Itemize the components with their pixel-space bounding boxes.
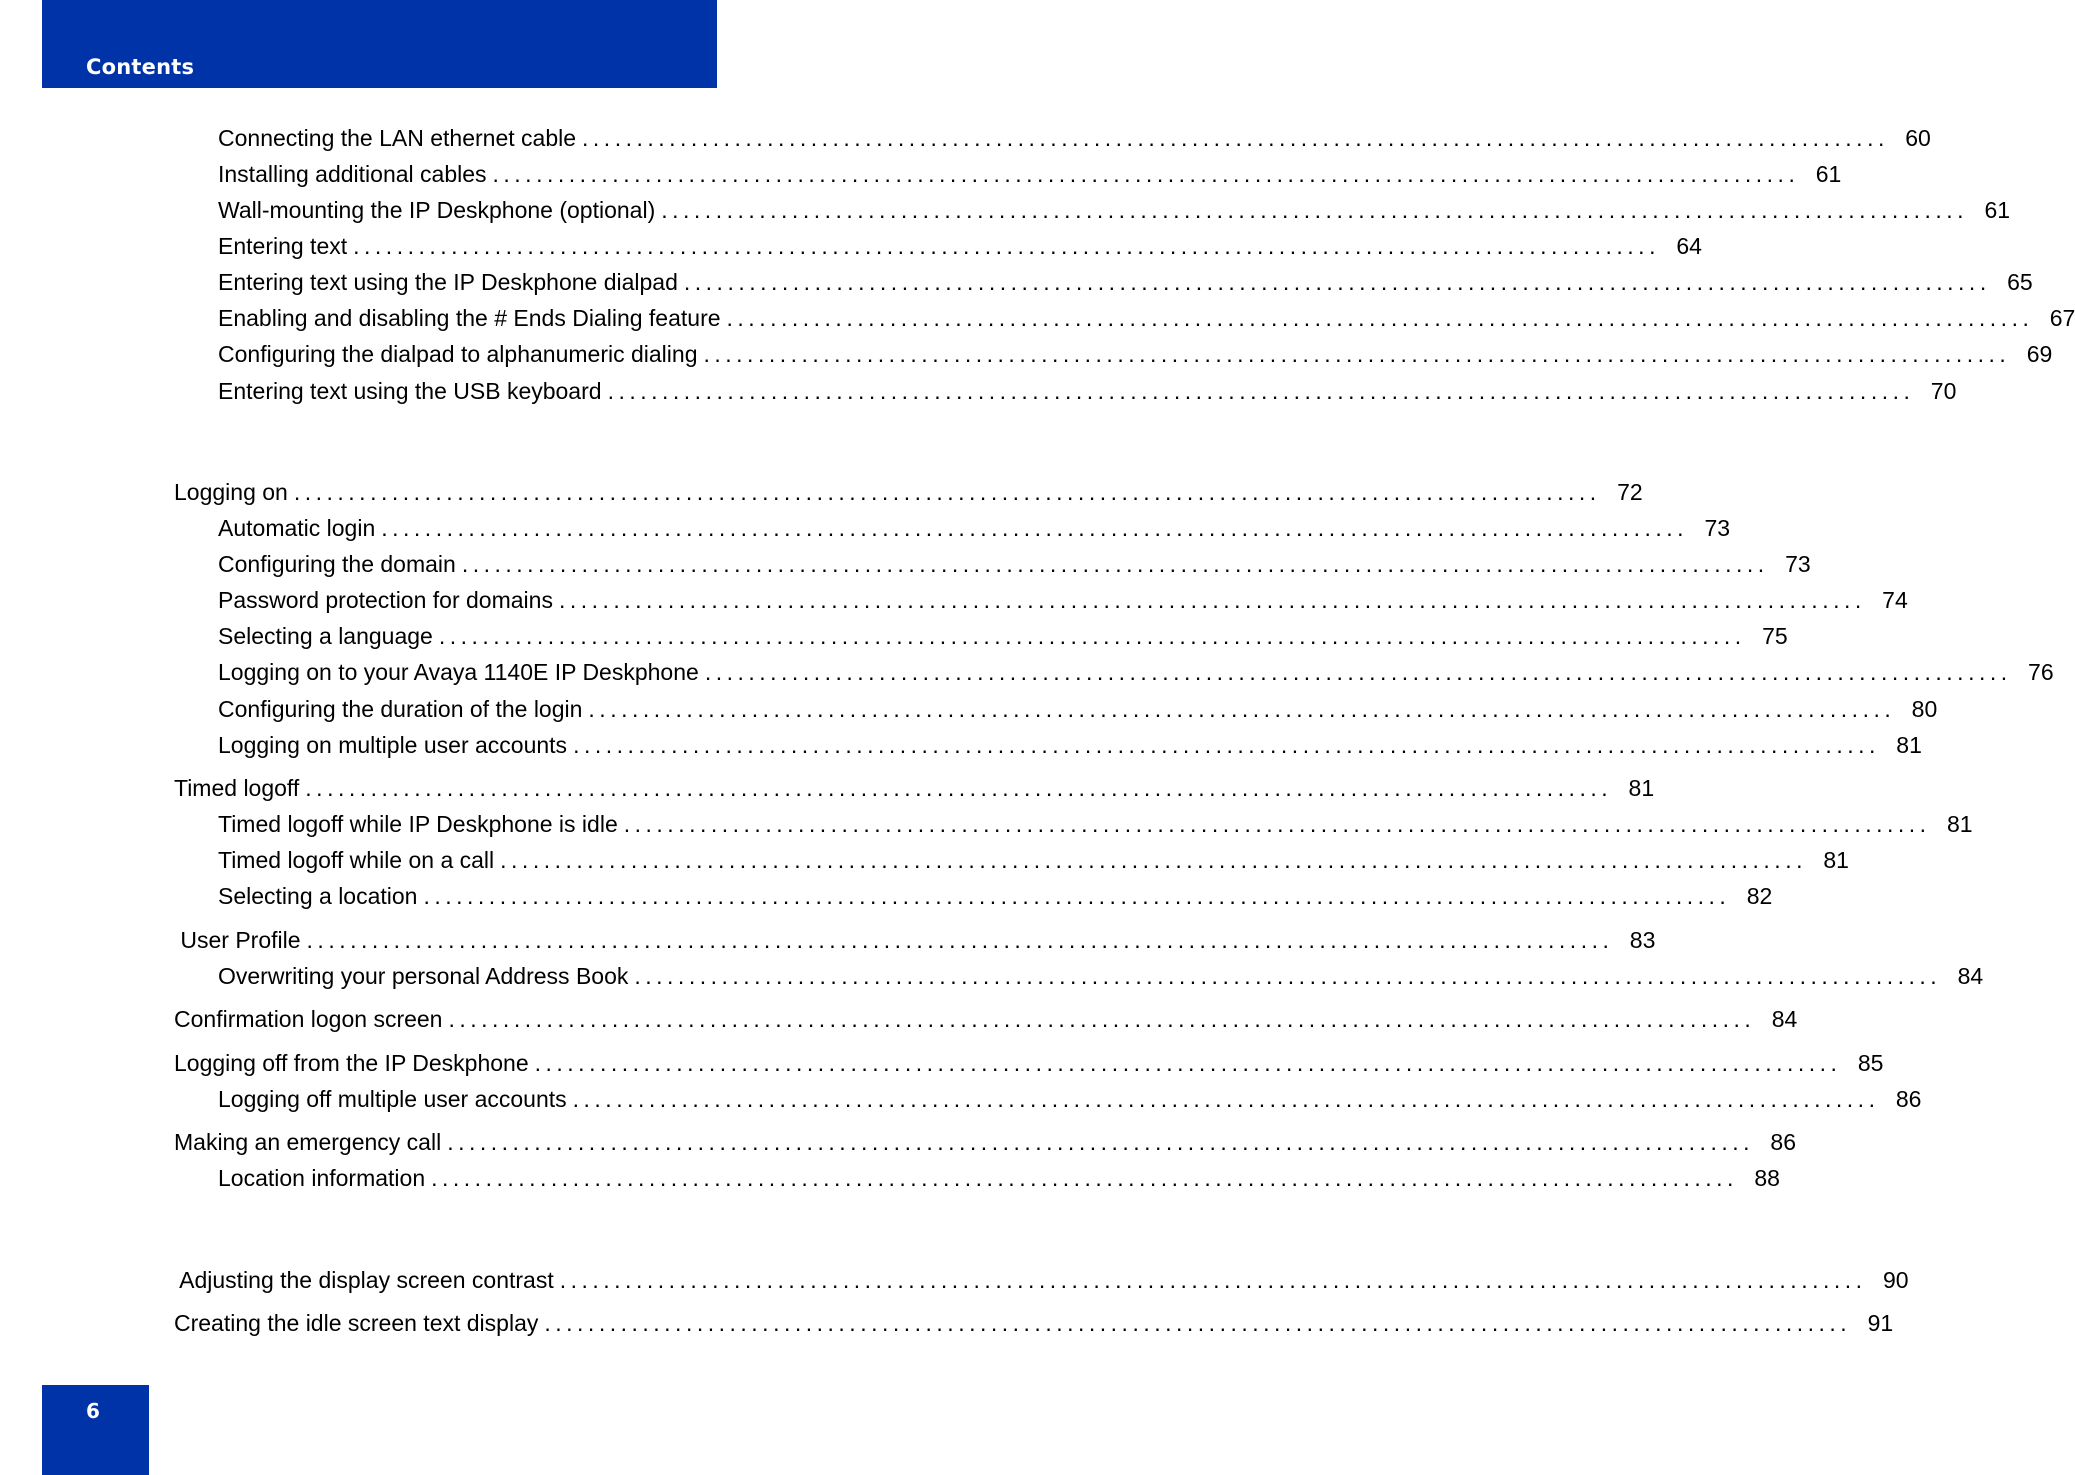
toc-entry-title: Timed logoff while IP Deskphone is idle [218, 811, 618, 837]
toc-entry-page: 81 [1896, 732, 1922, 758]
toc-entry-title: Logging off multiple user accounts [218, 1086, 567, 1112]
toc-entry[interactable] [218, 267, 2033, 297]
toc-entry[interactable] [218, 730, 1922, 760]
dot-leader: ........................................................................................................................ [582, 125, 1889, 151]
toc-entry-title: Making an emergency call [174, 1129, 442, 1155]
toc-entry-title: Adjusting the display screen contrast [174, 1267, 554, 1293]
page-number-badge [42, 1385, 149, 1475]
dot-leader: ........................................................................................................................ [703, 341, 2011, 367]
dot-leader: ........................................................................................................................ [306, 927, 1614, 953]
dot-leader: ........................................................................................................................ [623, 811, 1931, 837]
dot-leader: ........................................................................................................................ [461, 551, 1769, 577]
toc-entry-page: 76 [2028, 659, 2054, 685]
header-bar [42, 0, 717, 88]
toc-entry-page: 88 [1754, 1165, 1780, 1191]
toc-entry-title: Location information [218, 1165, 426, 1191]
toc-entry-title: Entering text using the IP Deskphone dialpad [218, 269, 678, 295]
toc-entry[interactable] [218, 159, 1842, 189]
toc-entry-page: 74 [1882, 587, 1908, 613]
dot-leader: ........................................................................................................................ [448, 1006, 1756, 1032]
toc-entry-page: 81 [1823, 847, 1849, 873]
toc-entry-title: Enabling and disabling the # Ends Dialing feature [218, 305, 721, 331]
toc-entry-page: 64 [1676, 233, 1702, 259]
dot-leader: ........................................................................................................................ [423, 883, 1731, 909]
toc-entry[interactable] [218, 1163, 1780, 1193]
toc-entry-title: Selecting a language [218, 623, 433, 649]
toc-entry-title: Timed logoff while on a call [218, 847, 495, 873]
toc-entry-title: Entering text using the USB keyboard [218, 378, 602, 404]
toc-entry-page: 73 [1785, 551, 1811, 577]
dot-leader: ........................................................................................................................ [353, 233, 1660, 259]
toc-entry[interactable] [218, 549, 1811, 579]
toc-entry-page: 65 [2007, 269, 2033, 295]
toc-entry[interactable] [218, 621, 1788, 651]
toc-entry[interactable] [218, 195, 2011, 225]
toc-entry-page: 61 [1815, 161, 1842, 187]
toc-entry[interactable] [174, 773, 1655, 803]
toc-entry-page: 86 [1770, 1129, 1797, 1155]
toc-entry-title: Installing additional cables [218, 161, 487, 187]
toc-entry-title: Configuring the duration of the login [218, 696, 583, 722]
toc-entry-page: 60 [1905, 125, 1931, 151]
dot-leader: ........................................................................................................................ [381, 515, 1689, 541]
toc-entry-page: 81 [1628, 775, 1655, 801]
toc-entry-title: Logging off from the IP Deskphone [174, 1050, 529, 1076]
toc-entry[interactable] [218, 585, 1908, 615]
toc-entry[interactable] [218, 231, 1702, 261]
dot-leader: ........................................................................................................................ [558, 587, 1866, 613]
dot-leader: ........................................................................................................................ [588, 696, 1896, 722]
dot-leader: ........................................................................................................................ [447, 1129, 1755, 1155]
toc-entry-title: User Profile [174, 927, 301, 953]
toc-entry[interactable] [174, 1127, 1797, 1157]
toc-entry[interactable] [218, 657, 2054, 687]
toc-entry-title: Configuring the domain [218, 551, 456, 577]
toc-entry-page: 69 [2026, 341, 2053, 367]
toc-entry[interactable] [174, 925, 1656, 955]
dot-leader: ........................................................................................................................ [572, 1086, 1880, 1112]
dot-leader: ........................................................................................................................ [573, 732, 1880, 758]
toc-entry-page: 82 [1746, 883, 1773, 909]
toc-entry[interactable] [218, 339, 2053, 369]
dot-leader: ........................................................................................................................ [634, 963, 1942, 989]
toc-entry-title: Selecting a location [218, 883, 418, 909]
toc-entry-page: 73 [1704, 515, 1731, 541]
toc-entry[interactable] [218, 303, 2075, 333]
dot-leader: ........................................................................................................................ [293, 479, 1601, 505]
page-number: 6 [86, 1399, 100, 1423]
toc-entry[interactable] [218, 123, 1931, 153]
toc-entry[interactable] [218, 376, 1957, 406]
toc-entry[interactable] [174, 1308, 1894, 1338]
toc-entry-title: Creating the idle screen text display [174, 1310, 539, 1336]
dot-leader: ........................................................................................................................ [438, 623, 1746, 649]
toc-entry-page: 86 [1895, 1086, 1922, 1112]
toc-entry-title: Logging on multiple user accounts [218, 732, 568, 758]
toc-entry[interactable] [218, 961, 1984, 991]
toc-entry[interactable] [174, 1004, 1798, 1034]
toc-entry-page: 70 [1930, 378, 1957, 404]
toc-entry-page: 84 [1771, 1006, 1798, 1032]
toc-entry-title: Automatic login [218, 515, 376, 541]
toc-entry-title: Password protection for domains [218, 587, 553, 613]
page-title: Contents [86, 55, 195, 79]
dot-leader: ........................................................................................................................ [492, 161, 1800, 187]
toc-entry[interactable] [218, 1084, 1922, 1114]
toc-entry-page: 84 [1957, 963, 1984, 989]
toc-entry-page: 85 [1857, 1050, 1884, 1076]
dot-leader: ........................................................................................................................ [431, 1165, 1738, 1191]
toc-entry-title: Confirmation logon screen [174, 1006, 443, 1032]
toc-entry-title: Connecting the LAN ethernet cable [218, 125, 577, 151]
dot-leader: ........................................................................................................................ [305, 775, 1613, 801]
toc-entry[interactable] [174, 1048, 1884, 1078]
toc-entry[interactable] [174, 1265, 1909, 1295]
toc-entry[interactable] [218, 513, 1731, 543]
dot-leader: ........................................................................................................................ [500, 847, 1807, 873]
toc-entry-page: 90 [1882, 1267, 1909, 1293]
toc-entry-title: Wall-mounting the IP Deskphone (optional) [218, 197, 656, 223]
dot-leader: ........................................................................................................................ [559, 1267, 1867, 1293]
toc-entry-page: 72 [1617, 479, 1643, 505]
dot-leader: ........................................................................................................................ [661, 197, 1969, 223]
toc-entry-page: 83 [1629, 927, 1656, 953]
toc-entry[interactable] [174, 477, 1643, 507]
toc-entry[interactable] [218, 845, 1849, 875]
toc-entry[interactable] [218, 694, 1938, 724]
toc-entry-page: 91 [1867, 1310, 1894, 1336]
toc-entry-title: Entering text [218, 233, 348, 259]
dot-leader: ........................................................................................................................ [607, 378, 1915, 404]
dot-leader: ........................................................................................................................ [534, 1050, 1842, 1076]
toc-entry-title: Logging on to your Avaya 1140E IP Deskphone [218, 659, 699, 685]
dot-leader: ........................................................................................................................ [683, 269, 1991, 295]
dot-leader: ........................................................................................................................ [726, 305, 2034, 331]
toc-entry-page: 61 [1984, 197, 2011, 223]
toc-entry[interactable] [218, 809, 1973, 839]
toc-entry-page: 80 [1911, 696, 1938, 722]
dot-leader: ........................................................................................................................ [544, 1310, 1852, 1336]
toc-entry-title: Configuring the dialpad to alphanumeric dialing [218, 341, 698, 367]
toc-entry-page: 81 [1946, 811, 1973, 837]
toc-entry[interactable] [218, 881, 1773, 911]
toc-entry-title: Timed logoff [174, 775, 300, 801]
dot-leader: ........................................................................................................................ [704, 659, 2012, 685]
toc-entry-title: Logging on [174, 479, 288, 505]
toc-entry-title: Overwriting your personal Address Book [218, 963, 629, 989]
toc-entry-page: 75 [1762, 623, 1788, 649]
toc-entry-page: 67 [2049, 305, 2075, 331]
